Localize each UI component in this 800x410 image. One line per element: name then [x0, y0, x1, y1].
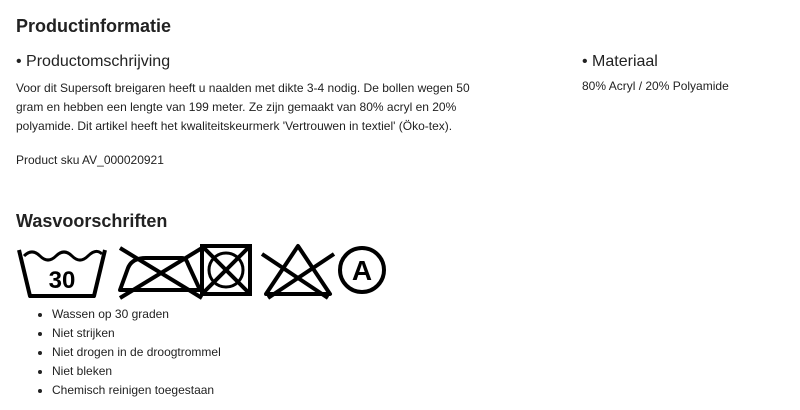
description-line: Voor dit Supersoft breigaren heeft u naalden met dikte 3-4 nodig. De bollen wegen 50: [16, 81, 470, 95]
material-heading: • Materiaal: [582, 53, 658, 70]
care-instruction: • Niet bleken: [52, 362, 221, 381]
care-instruction: • Niet drogen in de droogtrommel: [52, 343, 221, 362]
description-heading: • Productomschrijving: [16, 53, 171, 70]
sku-label: Product sku: [16, 153, 80, 167]
dryclean-letter: A: [351, 255, 373, 286]
product-info-title: Productinformatie: [16, 16, 172, 36]
wash-30-icon: [16, 240, 108, 300]
product-description: [16, 79, 516, 136]
no-iron-icon: [116, 240, 206, 300]
description-line: polyamide. Dit artikel heeft het kwaliteitskeurmerk 'Vertrouwen in textiel' (Öko-tex).: [16, 119, 453, 133]
description-line: gram en hebben een lengte van 199 meter. Ze zijn gemaakt van 80% acryl en 20%: [16, 100, 457, 114]
sku-value: AV_000020921: [82, 153, 164, 167]
care-instruction: • Niet strijken: [52, 324, 221, 343]
product-sku: [16, 153, 164, 167]
care-instruction: • Wassen op 30 graden: [52, 305, 221, 324]
no-bleach-icon: [258, 240, 338, 300]
wash-instructions-title: Wasvoorschriften: [16, 211, 168, 231]
material-value: 80% Acryl / 20% Polyamide: [582, 79, 729, 93]
wash-temp-label: 30: [48, 267, 76, 294]
care-instruction: • Chemisch reinigen toegestaan: [52, 381, 221, 400]
dry-clean-a-icon: [332, 240, 392, 300]
care-instructions-list: [16, 305, 221, 400]
no-tumble-dry-icon: [198, 240, 256, 300]
care-symbols: [16, 240, 396, 300]
